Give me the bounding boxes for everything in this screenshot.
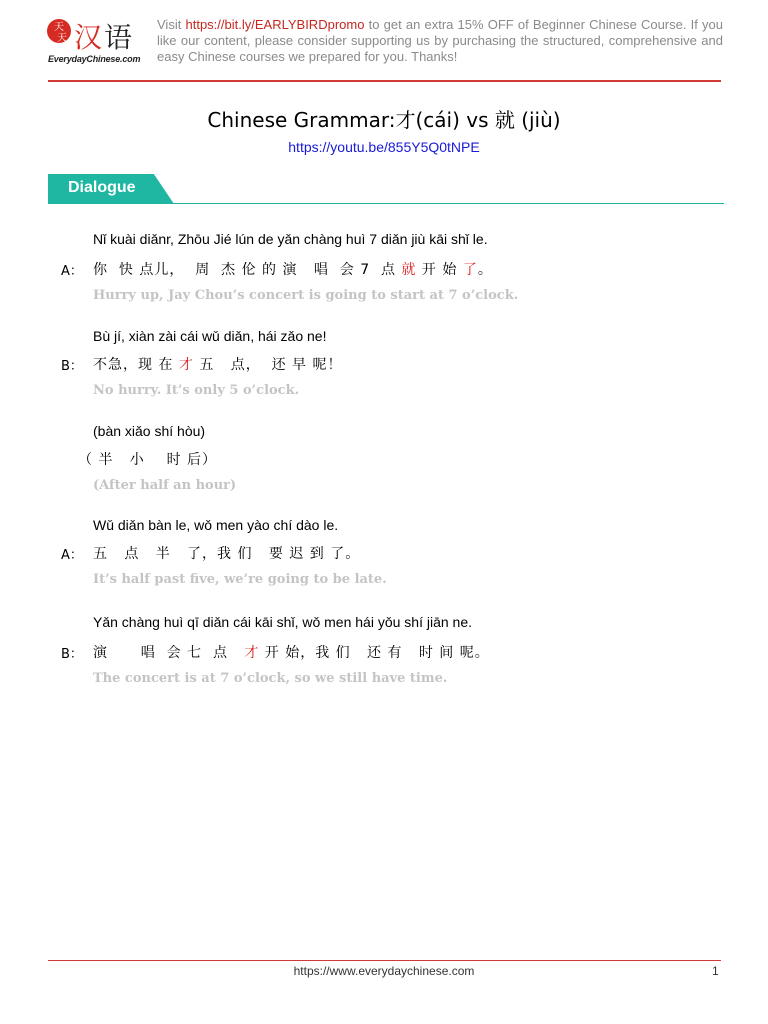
logo-char-3: 汉 bbox=[74, 21, 103, 54]
dialogue-1-highlight-le: 了 bbox=[462, 262, 478, 278]
dialogue-5-hanzi-part: 开 始，我 们 还 有 时 间 呢。 bbox=[259, 645, 490, 661]
dialogue-2-hanzi bbox=[93, 354, 343, 374]
logo-text: EverydayChinese.com bbox=[48, 54, 141, 64]
dialogue-1-hanzi-part: 你 快 点儿， 周 杰 伦 的 演 唱 会 7 点 bbox=[93, 262, 402, 278]
dialogue-3-pinyin: (bàn xiǎo shí hòu) bbox=[93, 423, 206, 439]
dialogue-4-pinyin: Wǔ diǎn bàn le, wǒ men yào chí dào le. bbox=[93, 517, 339, 533]
page-title: Chinese Grammar:才(cái) vs 就 (jiù) bbox=[207, 108, 561, 132]
dialogue-1-hanzi-part: 。 bbox=[477, 262, 493, 278]
dialogue-3-hanzi: （ 半 小 时 后） bbox=[78, 452, 218, 468]
logo-char-1: 天 bbox=[54, 22, 64, 33]
video-link[interactable]: https://youtu.be/855Y5Q0tNPE bbox=[288, 139, 480, 155]
dialogue-2-highlight-cai: 才 bbox=[178, 357, 194, 373]
logo-mark bbox=[46, 16, 146, 56]
logo-char-2: 天 bbox=[57, 33, 67, 44]
section-label: Dialogue bbox=[68, 179, 136, 196]
footer-divider bbox=[48, 960, 721, 961]
dialogue-2-speaker: B： bbox=[61, 359, 83, 374]
promo-text bbox=[157, 17, 723, 65]
section-divider bbox=[48, 203, 724, 204]
dialogue-2-hanzi-part: 不急，现 在 bbox=[93, 357, 179, 373]
dialogue-5-hanzi bbox=[93, 642, 490, 662]
dialogue-2-pinyin: Bù jí, xiàn zài cái wǔ diǎn, hái zǎo ne! bbox=[93, 328, 327, 344]
dialogue-5-hanzi-part: 演 唱 会 七 点 bbox=[93, 645, 245, 661]
dialogue-2-english: No hurry. It’s only 5 o’clock. bbox=[93, 383, 300, 398]
dialogue-4-english: It’s half past five, we’re going to be late. bbox=[93, 572, 387, 587]
dialogue-5-english: The concert is at 7 o’clock, so we still have time. bbox=[93, 671, 448, 686]
logo-char-4: 语 bbox=[104, 21, 133, 54]
everydaychinese-logo bbox=[46, 16, 146, 68]
promo-prefix: Visit bbox=[157, 17, 186, 32]
dialogue-1-speaker: A： bbox=[61, 264, 83, 279]
dialogue-4-speaker: A： bbox=[61, 548, 83, 563]
dialogue-1-english: Hurry up, Jay Chou’s concert is going to start at 7 o’clock. bbox=[93, 288, 519, 303]
dialogue-3-english: (After half an hour) bbox=[93, 478, 237, 493]
dialogue-2-hanzi-part: 五 点， 还 早 呢！ bbox=[193, 357, 343, 373]
dialogue-5-highlight-cai: 才 bbox=[244, 645, 260, 661]
page-number: 1 bbox=[712, 964, 719, 978]
section-header-dialogue bbox=[48, 174, 724, 206]
footer-url[interactable]: https://www.everydaychinese.com bbox=[293, 964, 475, 978]
header-divider bbox=[48, 80, 721, 82]
dialogue-1-pinyin: Nǐ kuài diǎnr, Zhōu Jié lún de yǎn chàng huì 7 diǎn jiù kāi shǐ le. bbox=[93, 231, 488, 247]
promo-link[interactable]: https://bit.ly/EARLYBIRDpromo bbox=[185, 17, 365, 32]
dialogue-5-speaker: B： bbox=[61, 647, 83, 662]
dialogue-1-hanzi bbox=[93, 259, 493, 279]
dialogue-5-pinyin: Yǎn chàng huì qī diǎn cái kāi shǐ, wǒ men hái yǒu shí jiān ne. bbox=[93, 614, 473, 630]
dialogue-4-hanzi: 五 点 半 了，我 们 要 迟 到 了。 bbox=[93, 546, 361, 562]
dialogue-1-hanzi-part: 开 始 bbox=[416, 262, 463, 278]
promo-suffix: to get an extra 15% OFF of Beginner Chinese Course. If you like our content, please consider supporting us by purchasing the structured, comprehensive and easy Chinese courses we prepared for you. Thanks! bbox=[157, 17, 723, 64]
dialogue-1-highlight-jiu: 就 bbox=[401, 262, 417, 278]
